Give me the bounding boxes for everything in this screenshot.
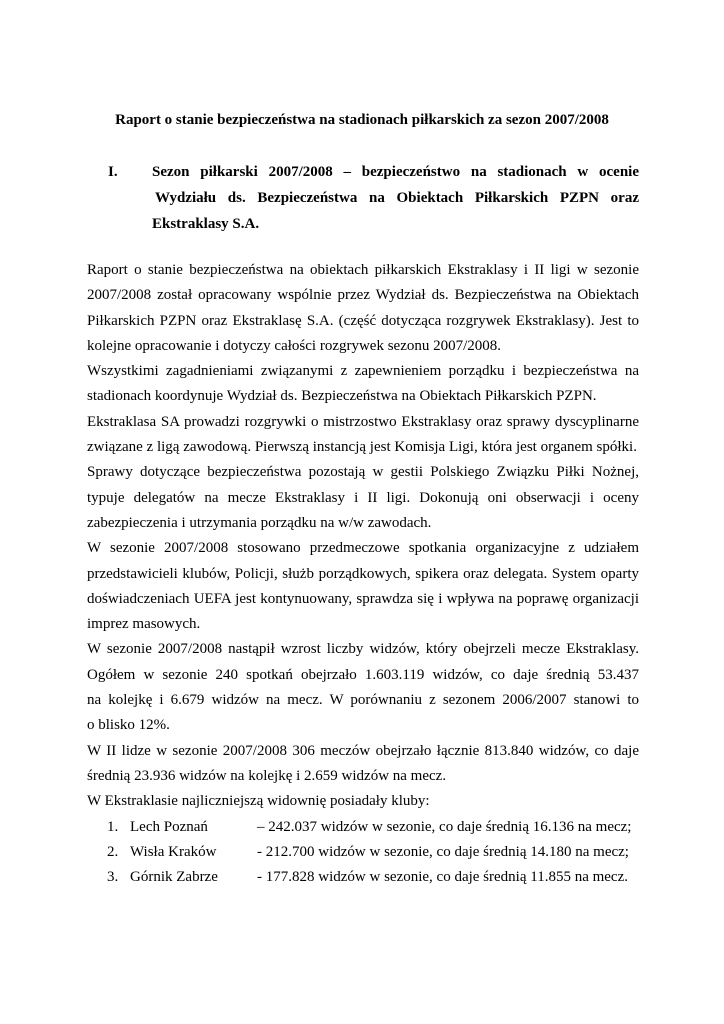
paragraph-line: na kolejkę i 6.679 widzów na mecz. W porównaniu z sezonem 2006/2007 stanowi to [87,692,639,709]
body-text [87,258,639,890]
club-list-item [87,865,639,890]
document-title: Raport o stanie bezpieczeństwa na stadionach piłkarskich za sezon 2007/2008 [115,112,609,128]
paragraph-line: o blisko 12%. [87,717,170,734]
paragraph-line: Sprawy dotyczące bezpieczeństwa pozostają w gestii Polskiego Związku Piłki Nożnej, [87,464,639,481]
club-number: 1. [107,818,119,835]
club-stats: - 212.700 widzów w sezonie, co daje średnią 14.180 na mecz; [257,843,629,860]
paragraph-line: W II lidze w sezonie 2007/2008 306 meczów obejrzało łącznie 813.840 widzów, co daje [87,742,639,759]
club-name: Górnik Zabrze [130,869,218,886]
paragraph-line: Raport o stanie bezpieczeństwa na obiektach piłkarskich Ekstraklasy i II ligi w sezonie [87,262,639,278]
section-number: I. [108,164,118,180]
club-stats: – 242.037 widzów w sezonie, co daje średnią 16.136 na mecz; [257,818,632,835]
paragraph-line: typuje delegatów na mecze Ekstraklasy i II ligi. Dokonują oni obserwacji i oceny [87,489,639,506]
paragraph-line: imprez masowych. [87,616,201,633]
paragraph-line: Ekstraklasa SA prowadzi rozgrywki o mistrzostwo Ekstraklasy oraz sprawy dyscyplinarne [87,413,639,430]
club-number: 2. [107,843,119,860]
paragraph-line: związane z ligą zawodową. Pierwszą instancją jest Komisja Ligi, która jest organem spółki. [87,439,637,456]
club-number: 3. [107,869,119,886]
paragraph-line: stadionach koordynuje Wydział ds. Bezpieczeństwa na Obiektach Piłkarskich PZPN. [87,388,597,405]
paragraph-line: doświadczeniach UEFA jest kontynuowany, sprawdza się i wpływa na poprawę organizacji [87,590,639,607]
section-heading [152,159,639,237]
section-heading-line: Ekstraklasy S.A. [152,216,260,232]
paragraph-line: W sezonie 2007/2008 stosowano przedmeczowe spotkania organizacyjne z udziałem [87,540,639,557]
section-heading-line: Wydziału ds. Bezpieczeństwa na Obiektach Piłkarskich PZPN oraz [155,190,639,206]
club-name: Wisła Kraków [130,843,217,860]
paragraph-line: kolejne opracowanie i dotyczy całości rozgrywek sezonu 2007/2008. [87,337,502,354]
paragraph-line: 2007/2008 został opracowany wspólnie przez Wydział ds. Bezpieczeństwa na Obiektach [87,287,639,304]
paragraph-line: W Ekstraklasie najliczniejszą widownię posiadały kluby: [87,793,430,810]
club-name: Lech Poznań [130,818,208,835]
club-list-item [87,815,639,840]
club-list-item [87,840,639,865]
paragraph-line: średnią 23.936 widzów na kolejkę i 2.659 widzów na mecz. [87,767,447,784]
club-stats: - 177.828 widzów w sezonie, co daje średnią 11.855 na mecz. [257,869,628,886]
paragraph-line: przedstawicieli klubów, Policji, służb porządkowych, spikera oraz delegata. System oparty [87,565,639,582]
paragraph-line: Wszystkimi zagadnieniami związanymi z zapewnieniem porządku i bezpieczeństwa na [87,363,639,380]
paragraph-line: Ogółem w sezonie 240 spotkań obejrzało 1.603.119 widzów, co daje średnią 53.437 [87,666,639,683]
paragraph-line: Piłkarskich PZPN oraz Ekstraklasę S.A. (część dotycząca rozgrywek Ekstraklasy). Jest to [87,312,639,329]
paragraph-line: W sezonie 2007/2008 nastąpił wzrost liczby widzów, który obejrzeli mecze Ekstraklasy. [87,641,639,658]
paragraph-line: zabezpieczenia i utrzymania porządku na w/w zawodach. [87,514,432,531]
section-heading-line: Sezon piłkarski 2007/2008 – bezpieczeństwo na stadionach w ocenie [152,164,639,180]
